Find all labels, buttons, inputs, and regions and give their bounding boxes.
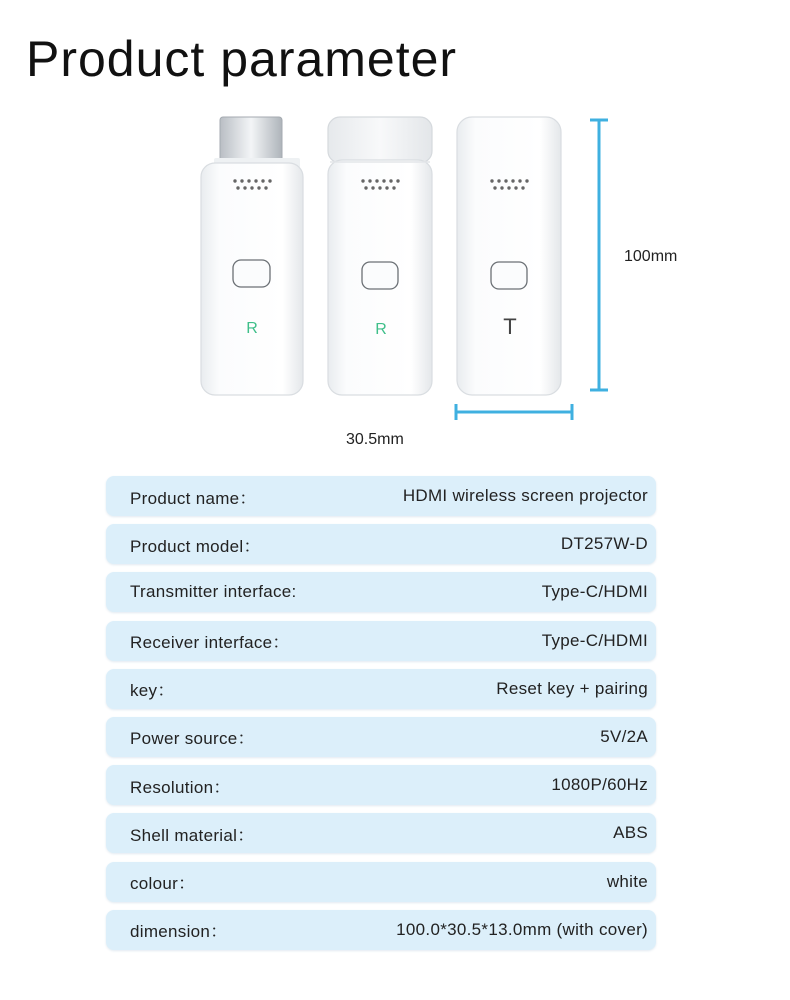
spec-value: Reset key + pairing [496,678,648,698]
spec-value: ABS [613,823,648,843]
spec-table [106,476,656,958]
device-cap [328,117,432,163]
hdmi-plug [220,117,282,163]
spec-label: key： [130,681,175,701]
width-label: 30.5mm [346,431,404,448]
spec-value: Type-C/HDMI [541,630,648,650]
reset-button-icon [491,262,527,289]
device-letter: T [503,314,517,339]
spec-row [106,572,656,612]
spec-value: 100.0*30.5*13.0mm (with cover) [396,919,648,939]
spec-label: colour： [130,874,196,893]
spec-label: Product name： [130,488,257,508]
spec-value: white [606,871,648,891]
spec-row [106,717,656,757]
device-body [457,117,561,395]
spec-value: Type-C/HDMI [541,582,648,602]
spec-value: 5V/2A [600,726,648,746]
spec-value: 1080P/60Hz [551,775,648,795]
spec-row [106,765,656,805]
reset-button-icon [233,260,270,287]
spec-row [106,524,656,564]
width-dimension-marker [456,404,572,420]
spec-value: DT257W-D [560,534,648,554]
spec-label: Receiver interface： [130,633,290,653]
spec-label: Product model： [130,536,261,556]
device-letter: R [246,320,258,337]
spec-row [106,476,656,516]
receiver-capped-device [328,117,432,395]
transmitter-device [457,117,561,395]
height-label: 100mm [624,248,678,265]
device-letter: R [375,321,387,338]
spec-label: Transmitter interface: [130,582,297,602]
height-dimension-marker [590,120,608,390]
reset-button-icon [362,262,398,289]
spec-row [106,813,656,853]
spec-value: HDMI wireless screen projector [402,486,648,505]
spec-row [106,862,656,902]
spec-label: dimension： [130,922,228,942]
page-title: Product parameter [26,31,458,87]
receiver-hdmi-device [201,117,303,395]
spec-row [106,621,656,661]
spec-row [106,669,656,709]
spec-row [106,910,656,950]
spec-label: Resolution： [130,777,231,797]
product-image [0,0,790,460]
spec-label: Shell material： [130,825,255,845]
spec-label: Power source： [130,729,255,749]
